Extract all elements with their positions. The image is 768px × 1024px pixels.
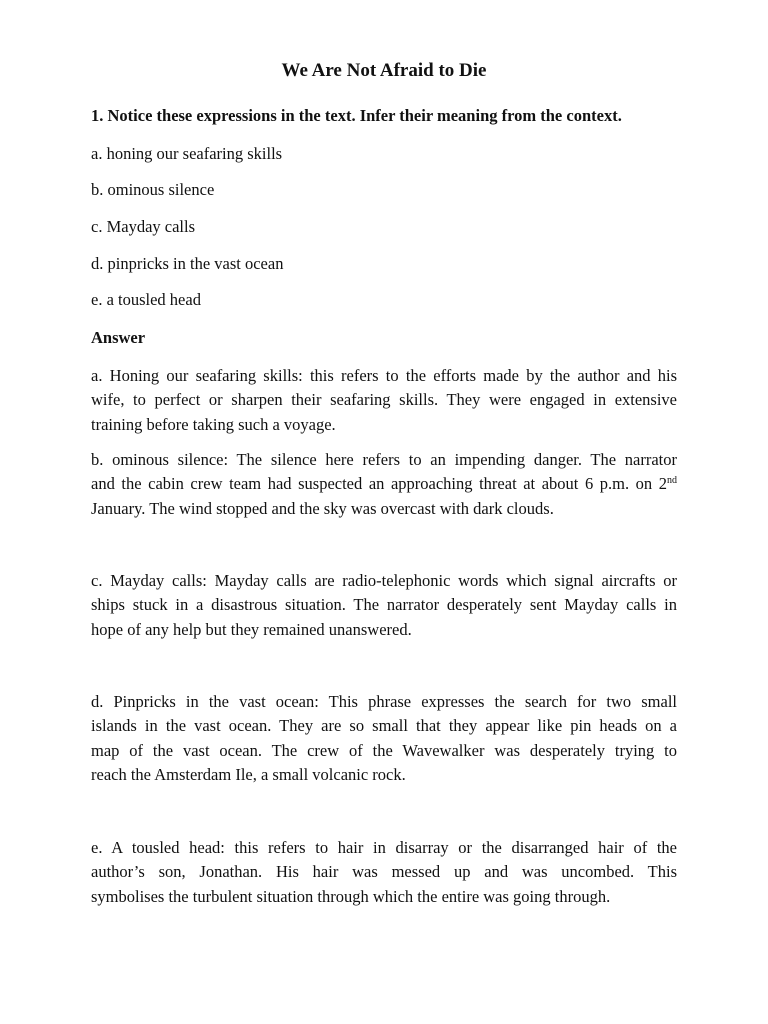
answer-e-line: symbolises the turbulent situation through which the entire was going through. bbox=[91, 886, 611, 906]
answer-b-line: January. The wind stopped and the sky was overcast with dark clouds. bbox=[91, 498, 554, 518]
answer-a-line: training before taking such a voyage. bbox=[91, 414, 336, 434]
answer-b-line: b. ominous silence: The silence here refers to an impending danger. The narrator bbox=[91, 450, 677, 469]
answer-paragraph-e bbox=[91, 836, 677, 909]
answer-d-line: map of the vast ocean. The crew of the Wavewalker was desperately trying to bbox=[91, 740, 677, 760]
answer-d-line: islands in the vast ocean. They are so small that they appear like pin heads on a bbox=[91, 716, 677, 736]
answer-c-line: hope of any help but they remained unanswered. bbox=[91, 619, 412, 639]
expression-item-d: d. pinpricks in the vast ocean bbox=[91, 254, 284, 273]
answer-paragraph-d bbox=[91, 690, 677, 787]
answer-paragraph-a bbox=[91, 364, 677, 437]
answer-d-line: d. Pinpricks in the vast ocean: This phrase expresses the search for two small bbox=[91, 692, 677, 711]
answer-paragraph-b bbox=[91, 448, 677, 521]
answer-paragraph-c bbox=[91, 569, 677, 642]
answer-b-line-text: and the cabin crew team had suspected an approaching threat at about 6 p.m. on 2 bbox=[91, 474, 667, 494]
expression-item-b: b. ominous silence bbox=[91, 180, 215, 199]
answer-e-line: e. A tousled head: this refers to hair in disarray or the disarranged hair of the bbox=[91, 838, 677, 857]
answer-c-line: ships stuck in a disastrous situation. The narrator desperately sent Mayday calls in bbox=[91, 595, 677, 615]
answer-b-line bbox=[91, 472, 677, 496]
answer-e-line: author’s son, Jonathan. His hair was messed up and was uncombed. This bbox=[91, 862, 677, 882]
answer-a-line: a. Honing our seafaring skills: this refers to the efforts made by the author and his bbox=[91, 366, 677, 385]
question-heading: 1. Notice these expressions in the text. Infer their meaning from the context. bbox=[91, 106, 622, 125]
ordinal-suffix: nd bbox=[667, 475, 677, 487]
answer-d-line: reach the Amsterdam Ile, a small volcanic rock. bbox=[91, 764, 406, 784]
expression-item-a: a. honing our seafaring skills bbox=[91, 144, 283, 163]
document-title: We Are Not Afraid to Die bbox=[281, 60, 487, 81]
answer-c-line: c. Mayday calls: Mayday calls are radio-telephonic words which signal aircrafts or bbox=[91, 571, 677, 590]
answer-heading: Answer bbox=[91, 328, 146, 347]
answer-a-line: wife, to perfect or sharpen their seafaring skills. They were engaged in extensive bbox=[91, 390, 677, 410]
expression-item-e: e. a tousled head bbox=[91, 290, 201, 309]
expression-item-c: c. Mayday calls bbox=[91, 217, 196, 236]
